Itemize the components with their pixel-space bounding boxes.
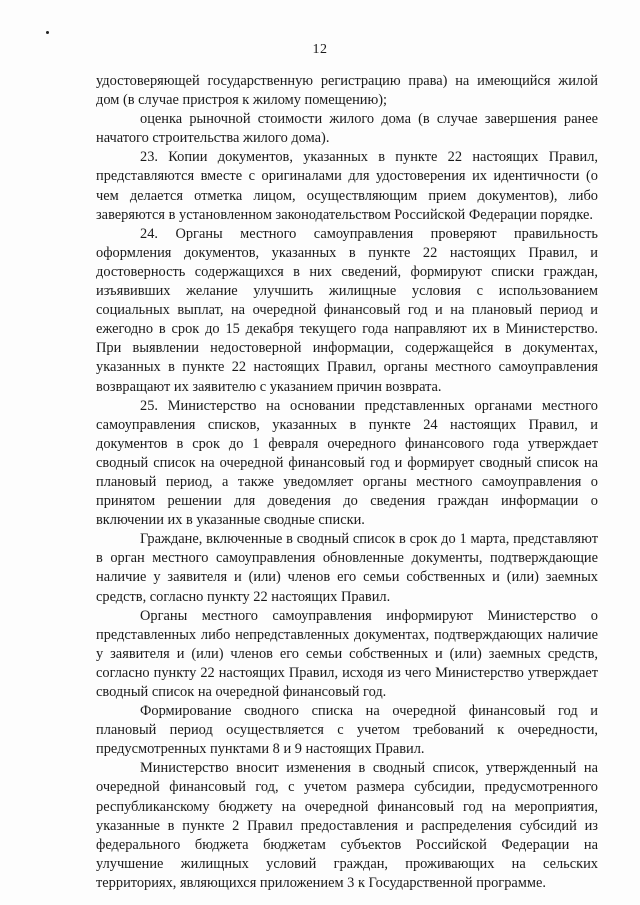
paragraph: Граждане, включенные в сводный список в срок до 1 марта, представляют в орган местного самоуправления обновленные документы, подтверждающие наличие у заявителя и (или) членов его семьи собственных и (или) заемных средств, согласно пункту 22 настоящих Правил. xyxy=(96,531,598,605)
paragraph: оценка рыночной стоимости жилого дома (в случае завершения ранее начатого строительства жилого дома). xyxy=(96,111,598,147)
paragraph: 24. Органы местного самоуправления проверяют правильность оформления документов, указанных в пункте 22 настоящих Правил, и достоверность содержащихся в них сведений, формируют списки граждан, изъявивших желание улучшить жилищные условия с использованием социальных выплат, на очередной финансовый год и на плановый период и ежегодно в срок до 15 декабря текущего года направляют их в Министерство. При выявлении недостоверной информации, содержащейся в документах, указанных в пункте 22 настоящих Правил, органы местного самоуправления возвращают их заявителю с указанием причин возврата. xyxy=(96,225,598,395)
document-body xyxy=(96,72,598,893)
paragraph: 25. Министерство на основании представленных органами местного самоуправления списков, указанных в пункте 24 настоящих Правил, и документов в срок до 1 февраля очередного финансового года утверждает сводный список на очередной финансовый год и формирует сводный список на плановый период, а также уведомляет органы местного самоуправления о принятом решении для доведения до сведения граждан информации о включении их в указанные сводные списки. xyxy=(96,397,598,529)
paragraph: Органы местного самоуправления информируют Министерство о представленных либо непредставленных документах, подтверждающих наличие у заявителя и (или) членов его семьи собственных и (или) заемных средств, согласно пункту 22 настоящих Правил, исходя из чего Министерство утверждает сводный список на очередной финансовый год. xyxy=(96,607,598,700)
scan-speck xyxy=(46,31,49,34)
paragraph: 23. Копии документов, указанных в пункте 22 настоящих Правил, представляются вместе с оригиналами для удостоверения их идентичности (о чем делается отметка лицом, осуществляющим прием документов), либо заверяются в установленном законодательством Российской Федерации порядке. xyxy=(96,149,598,223)
paragraph: Министерство вносит изменения в сводный список, утвержденный на очередной финансовый год, с учетом размера субсидии, предусмотренного республиканскому бюджету на очередной финансовый год на мероприятия, указанные в пункте 2 Правил предоставления и распределения субсидий из федерального бюджета бюджетам субъектов Российской Федерации на улучшение жилищных условий граждан, проживающих на сельских территориях, являющихся приложением 3 к Государственной программе. xyxy=(96,760,598,891)
paragraph: удостоверяющей государственную регистрацию права) на имеющийся жилой дом (в случае пристроя к жилому помещению); xyxy=(96,73,598,109)
paragraph: Формирование сводного списка на очередной финансовый год и плановый период осуществляется с учетом требований к очередности, предусмотренных пунктами 8 и 9 настоящих Правил. xyxy=(96,703,598,758)
page-number: 12 xyxy=(312,42,328,57)
